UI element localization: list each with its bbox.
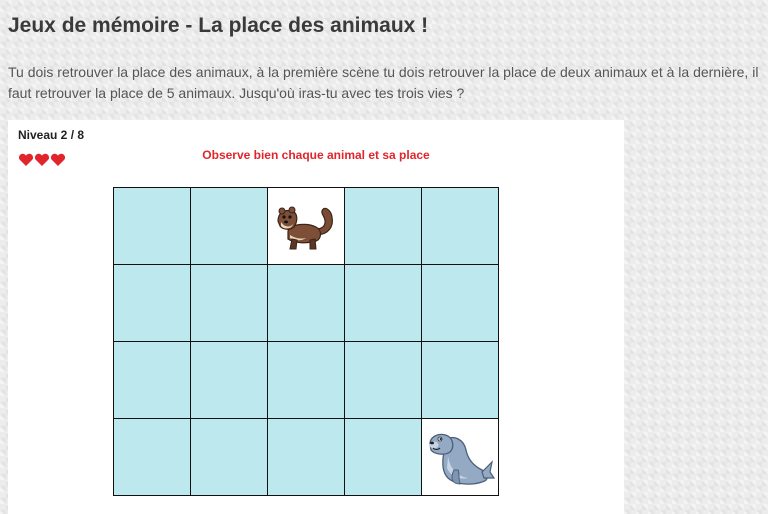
grid-cell[interactable] [345,342,422,419]
game-panel [8,120,624,514]
grid-cell[interactable] [114,188,191,265]
marten-icon [270,191,342,261]
grid-cell[interactable] [422,342,499,419]
level-indicator: Niveau 2 / 8 [18,128,85,142]
game-grid [113,187,499,496]
grid-cell[interactable] [422,188,499,265]
grid-cell[interactable] [268,265,345,342]
grid-cell[interactable] [114,342,191,419]
grid-cell[interactable] [191,342,268,419]
instruction-text: Observe bien chaque animal et sa place [202,148,430,162]
grid-cell[interactable] [191,188,268,265]
grid-cell[interactable] [268,419,345,496]
page-title: Jeux de mémoire - La place des animaux ! [8,14,429,37]
grid-cell[interactable] [345,419,422,496]
grid-cell[interactable] [422,419,499,496]
grid-cell[interactable] [191,265,268,342]
grid-cell[interactable] [345,188,422,265]
grid-cell[interactable] [345,265,422,342]
grid-cell[interactable] [114,265,191,342]
grid-cell[interactable] [268,342,345,419]
intro-text: Tu dois retrouver la place des animaux, à la première scène tu dois retrouver la place de deux animaux et à la dernière, il faut retrouver la place de 5 animaux. Jusqu'où iras-tu avec tes trois vies ? [8,64,759,101]
grid-cell[interactable] [268,188,345,265]
seal-icon [424,422,496,492]
grid-cell[interactable] [191,419,268,496]
grid-cell[interactable] [114,419,191,496]
grid-cell[interactable] [422,265,499,342]
